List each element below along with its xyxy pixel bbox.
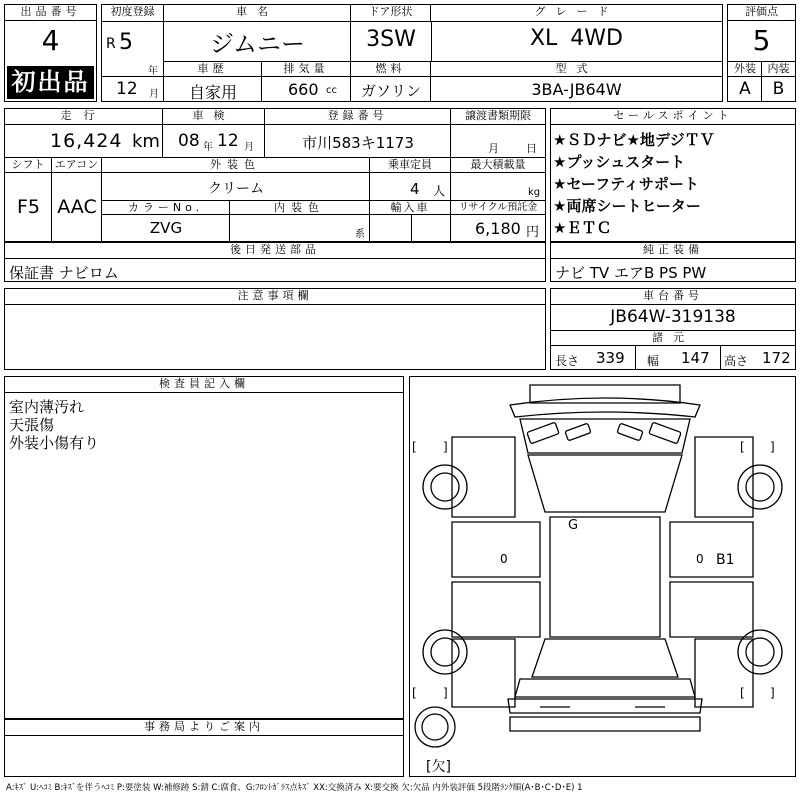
reg-value: 市川583キ1173 <box>302 134 414 152</box>
spare-tire <box>415 707 455 747</box>
right-door-outline <box>670 522 753 577</box>
model-value: 3BA-JB64W <box>531 80 622 99</box>
inspector-line-1: 室内薄汚れ <box>9 398 85 416</box>
int-label: 内装 <box>767 62 790 75</box>
bracket-front-right: [ <box>740 440 745 454</box>
grade-value: XL 4WD <box>529 26 623 51</box>
length-label: 長さ <box>555 354 580 368</box>
shift-label: シフト <box>5 158 52 172</box>
transfer-month: 月 <box>488 142 499 155</box>
height-label: 高さ <box>724 354 749 368</box>
recycle-label: リサイクル預託金 <box>458 202 538 213</box>
bracket-front-left: [ <box>412 440 417 454</box>
mileage-label: 走行 <box>5 109 163 124</box>
roof-outline <box>550 517 660 637</box>
mark-zero-left: 0 <box>500 552 508 566</box>
mark-b1: B1 <box>716 552 735 568</box>
recycle-value: 6,180 <box>475 219 521 238</box>
car-name: ジムニー <box>209 30 306 58</box>
hood-outline <box>520 419 690 453</box>
disp-label: 排気量 <box>262 62 351 76</box>
transfer-day: 日 <box>526 142 537 155</box>
ac-value: AAC <box>57 196 97 218</box>
capacity-label: 乗車定員 <box>370 158 451 172</box>
left-door-outline <box>452 522 540 577</box>
transfer-label: 譲渡書類期限 <box>465 109 531 122</box>
inspect-month: 12 <box>217 131 239 151</box>
bracket-rear-left: [ <box>412 686 417 700</box>
mileage-unit: km <box>132 131 160 152</box>
height-value: 172 <box>762 349 791 367</box>
score-label: 評価点 <box>728 5 795 21</box>
year-unit: 年 <box>148 66 158 77</box>
color-no-value: ZVG <box>149 219 183 237</box>
chassis-label: 車台番号 <box>551 289 795 305</box>
color-value: クリーム <box>208 181 264 197</box>
era-year: 5 <box>119 30 133 55</box>
wheel-front-right <box>738 465 782 509</box>
capacity-value: 4 <box>410 180 420 198</box>
int-grade: B <box>772 79 785 99</box>
first-reg-label: 初度登録 <box>102 5 164 21</box>
wheel-front-left <box>423 465 467 509</box>
bracket-front-left-close: ] <box>443 440 448 454</box>
door-label: ドア形状 <box>351 5 431 21</box>
windshield-outline <box>528 455 682 512</box>
inspector-label: 検査員記入欄 <box>5 377 403 393</box>
color-no-label: カラーNo. <box>102 201 230 214</box>
fuel-label: 燃料 <box>351 62 431 76</box>
load-unit: kg <box>528 187 541 198</box>
inspect-label: 車検 <box>163 109 265 124</box>
parts-label: 後日発送部品 <box>5 243 545 259</box>
sales-point-3: ★セーフティサポート <box>553 175 699 193</box>
sales-point-4: ★両席シートヒーター <box>553 197 701 215</box>
disp-unit: cc <box>326 85 337 96</box>
wheel-rear-right <box>738 630 782 674</box>
bracket-front-right-close: ] <box>770 440 775 454</box>
mark-zero-right: 0 <box>696 552 704 566</box>
inspect-year-unit: 年 <box>203 142 213 153</box>
equipment-value: ナビ TV エアB PS PW <box>555 264 707 282</box>
sales-point-5: ★ＥＴＣ <box>553 219 612 237</box>
rear-glass-outline <box>532 639 678 677</box>
notes-label: 注意事項欄 <box>5 289 545 305</box>
color-label: 外装色 <box>102 158 370 172</box>
int-color-label: 内装色 <box>230 201 370 214</box>
car-name-label: 車名 <box>164 5 351 21</box>
era-letter: R <box>106 36 116 52</box>
load-label: 最大積載量 <box>470 158 526 171</box>
reg-month: 12 <box>116 79 138 99</box>
capacity-unit: 人 <box>433 184 446 198</box>
chassis-value: JB64W-319138 <box>610 307 736 327</box>
history-value: 自家用 <box>188 83 237 102</box>
length-value: 339 <box>596 349 625 367</box>
fuel-value: ガソリン <box>360 82 421 100</box>
reg-label: 登録番号 <box>265 109 451 124</box>
ext-label: 外装 <box>734 62 756 75</box>
grade-label: グレード <box>534 5 619 18</box>
ext-grade: A <box>739 79 751 99</box>
sales-point-1: ★ＳＤナビ★地デジＴＶ <box>553 131 715 149</box>
shift-value: F5 <box>16 196 41 218</box>
history-label: 車歴 <box>164 62 262 76</box>
bracket-rear-right-close: ] <box>770 686 775 700</box>
missing-mark: [欠] <box>426 759 451 775</box>
mileage-value: 16,424 <box>50 130 123 152</box>
bracket-rear-right: [ <box>740 686 745 700</box>
dims-label: 諸元 <box>652 331 694 344</box>
parts-value: 保証書 ナビロム <box>9 264 119 282</box>
inspector-box <box>4 376 404 719</box>
equipment-label: 純正装備 <box>551 243 795 259</box>
disp-value: 660 <box>288 80 319 99</box>
width-label: 幅 <box>647 354 660 368</box>
ac-label: エアコン <box>52 158 102 172</box>
score-value: 5 <box>752 24 771 57</box>
first-listing-badge: 初出品 <box>7 66 94 99</box>
import-label: 輸入車 <box>370 201 451 214</box>
legend: A:ｷｽﾞ U:ﾍｺﾐ B:ｷｽﾞを伴うﾍｺﾐ P:要塗装 W:補修跡 S:錆 C:腐食、G:ﾌﾛﾝﾄｶﾞﾗｽ点ｷｽﾞ XX:交換済み X:要交換 欠:欠品 内外装評価 5段階ﾗﾝｸ順(A･B･C･D･E) 1 <box>6 783 583 793</box>
inspect-month-unit: 月 <box>244 142 254 153</box>
month-unit: 月 <box>149 89 159 100</box>
inspector-line-2: 天張傷 <box>9 416 55 434</box>
width-value: 147 <box>681 349 710 367</box>
lot-number: 4 <box>41 24 60 57</box>
recycle-unit: 円 <box>526 225 540 240</box>
inspect-year: 08 <box>178 131 200 151</box>
car-diagram <box>410 377 795 776</box>
door-value: 3SW <box>366 27 416 52</box>
mark-g: G <box>568 518 579 533</box>
model-label: 型式 <box>555 62 598 75</box>
int-color-unit: 系 <box>355 229 365 240</box>
bracket-rear-left-close: ] <box>443 686 448 700</box>
lot-label: 出品番号 <box>5 5 96 21</box>
wheel-rear-left <box>423 630 467 674</box>
rear-bumper-outline <box>508 699 702 713</box>
office-label: 事務局よりご案内 <box>5 720 403 736</box>
sales-point-2: ★プッシュスタート <box>553 153 686 171</box>
inspector-line-3: 外装小傷有り <box>9 434 100 452</box>
sales-label: セールスポイント <box>551 109 795 125</box>
